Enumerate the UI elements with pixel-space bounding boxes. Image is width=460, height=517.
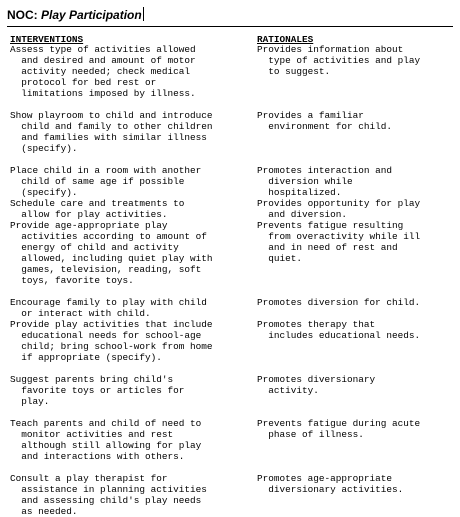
rationale-text: Provides a familiar environment for child. bbox=[257, 110, 393, 132]
interventions-header: INTERVENTIONS bbox=[10, 34, 84, 45]
table-row bbox=[10, 44, 456, 99]
table-row bbox=[10, 165, 456, 286]
intervention-text: Encourage family to play with child or interact with child. Provide play activities that include educational needs for school-age child; bring school-work from home if appropriate (specify). bbox=[10, 297, 213, 363]
intervention-text: Suggest parents bring child's favorite toys or articles for play. bbox=[10, 374, 185, 407]
intervention-text: Show playroom to child and introduce child and family to other children and families with similar illness (specify). bbox=[10, 110, 213, 154]
rationale-text: Promotes diversion for child. Promotes therapy that includes educational needs. bbox=[257, 297, 421, 341]
text-cursor bbox=[143, 7, 144, 21]
intervention-text: Consult a play therapist for assistance in planning activities and assessing child's play needs as needed. bbox=[10, 473, 207, 517]
title-prefix: NOC: bbox=[7, 8, 38, 22]
document-title[interactable] bbox=[7, 6, 144, 24]
title-topic: Play Participation bbox=[41, 8, 142, 22]
table-row bbox=[10, 418, 456, 462]
rationale-text: Promotes diversionary activity. bbox=[257, 374, 376, 396]
table-row bbox=[10, 473, 456, 517]
rationale-text: Promotes age-appropriate diversionary activities. bbox=[257, 473, 404, 495]
care-plan-table bbox=[10, 44, 456, 517]
table-row bbox=[10, 110, 456, 154]
intervention-text: Place child in a room with another child of same age if possible (specify). Schedule care and treatments to allow for play activities. Provide age-appropriate play activities according to amount of energy of child and activity allowed, including quiet play with games, television, reading, soft toys, favorite toys. bbox=[10, 165, 213, 286]
table-row bbox=[10, 297, 456, 363]
intervention-text: Assess type of activities allowed and desired and amount of motor activity needed; check medical protocol for bed rest or limitations imposed by illness. bbox=[10, 44, 196, 99]
intervention-text: Teach parents and child of need to monitor activities and rest although still allowing for play and interactions with others. bbox=[10, 418, 202, 462]
rationale-text: Promotes interaction and diversion while hospitalized. Provides opportunity for play and diversion. Prevents fatigue resulting from overactivity while ill and in need of rest and quiet. bbox=[257, 165, 421, 264]
title-divider bbox=[7, 26, 453, 27]
table-row bbox=[10, 374, 456, 407]
rationales-header: RATIONALES bbox=[257, 34, 314, 45]
rationale-text: Provides information about type of activities and play to suggest. bbox=[257, 44, 421, 77]
rationale-text: Prevents fatigue during acute phase of illness. bbox=[257, 418, 421, 440]
